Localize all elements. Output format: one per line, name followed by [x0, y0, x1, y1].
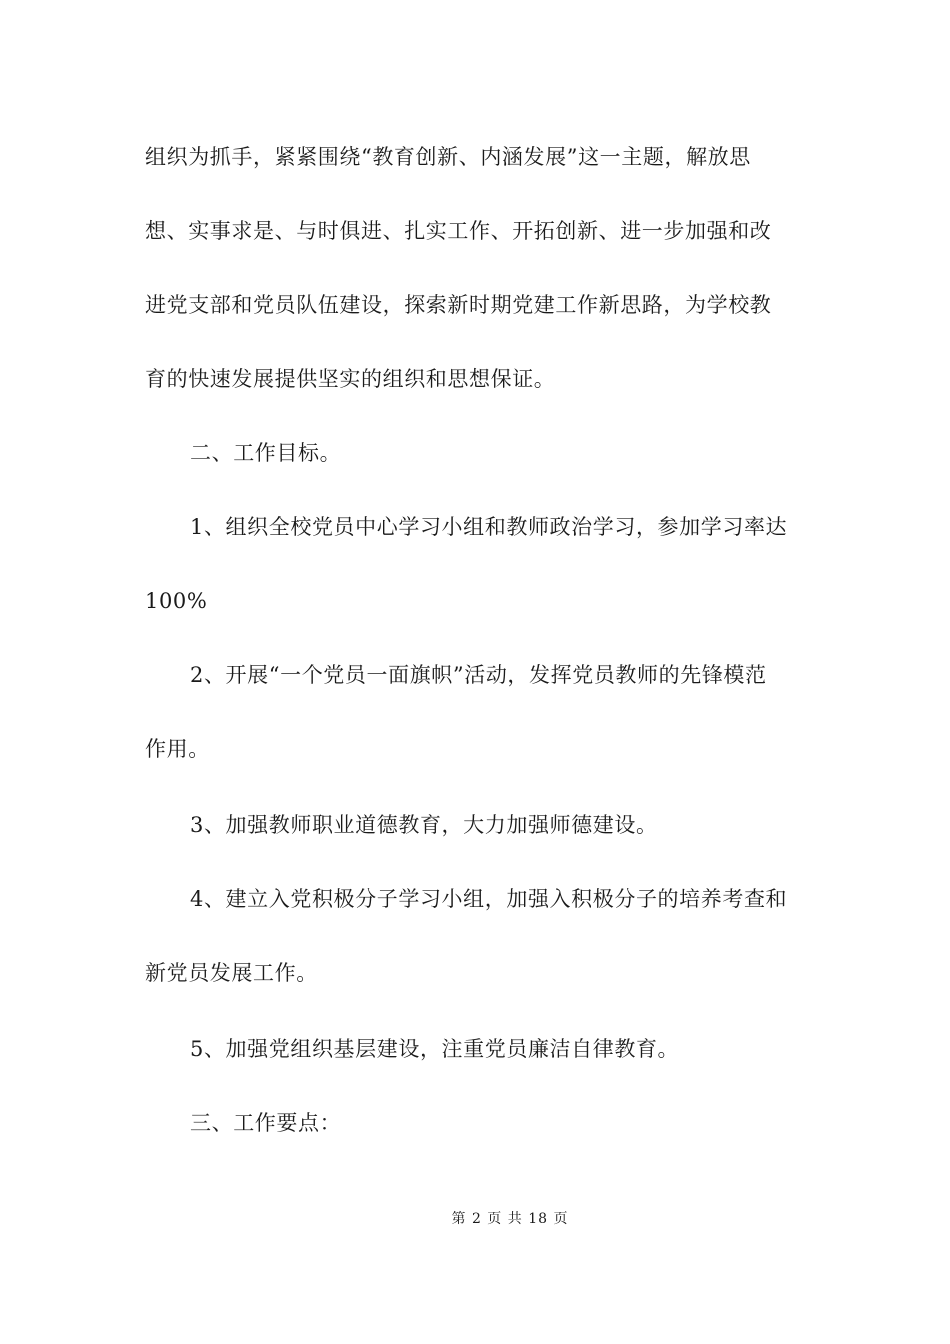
text-line: 育的快速发展提供坚实的组织和思想保证。 [145, 367, 556, 391]
text-line: 5、加强党组织基层建设，注重党员廉洁自律教育。 [190, 1037, 680, 1061]
text-line: 作用。 [145, 737, 210, 761]
text-line: 组织为抓手，紧紧围绕“教育创新、内涵发展”这一主题，解放思 [145, 145, 751, 169]
section-heading: 三、工作要点： [190, 1111, 342, 1135]
text-line: 100% [145, 589, 208, 613]
text-line: 4、建立入党积极分子学习小组，加强入积极分子的培养考查和 [190, 887, 788, 911]
section-heading: 二、工作目标。 [190, 441, 342, 465]
page-number: 第 2 页 共 18 页 [451, 1211, 569, 1227]
text-line: 进党支部和党员队伍建设，探索新时期党建工作新思路，为学校教 [145, 293, 772, 317]
text-line: 2、开展“一个党员一面旗帜”活动，发挥党员教师的先锋模范 [190, 663, 767, 687]
text-line: 新党员发展工作。 [145, 961, 318, 985]
text-line: 1、组织全校党员中心学习小组和教师政治学习，参加学习率达 [190, 515, 788, 539]
text-line: 3、加强教师职业道德教育，大力加强师德建设。 [190, 813, 658, 837]
text-line: 想、实事求是、与时俱进、扎实工作、开拓创新、进一步加强和改 [145, 219, 772, 243]
